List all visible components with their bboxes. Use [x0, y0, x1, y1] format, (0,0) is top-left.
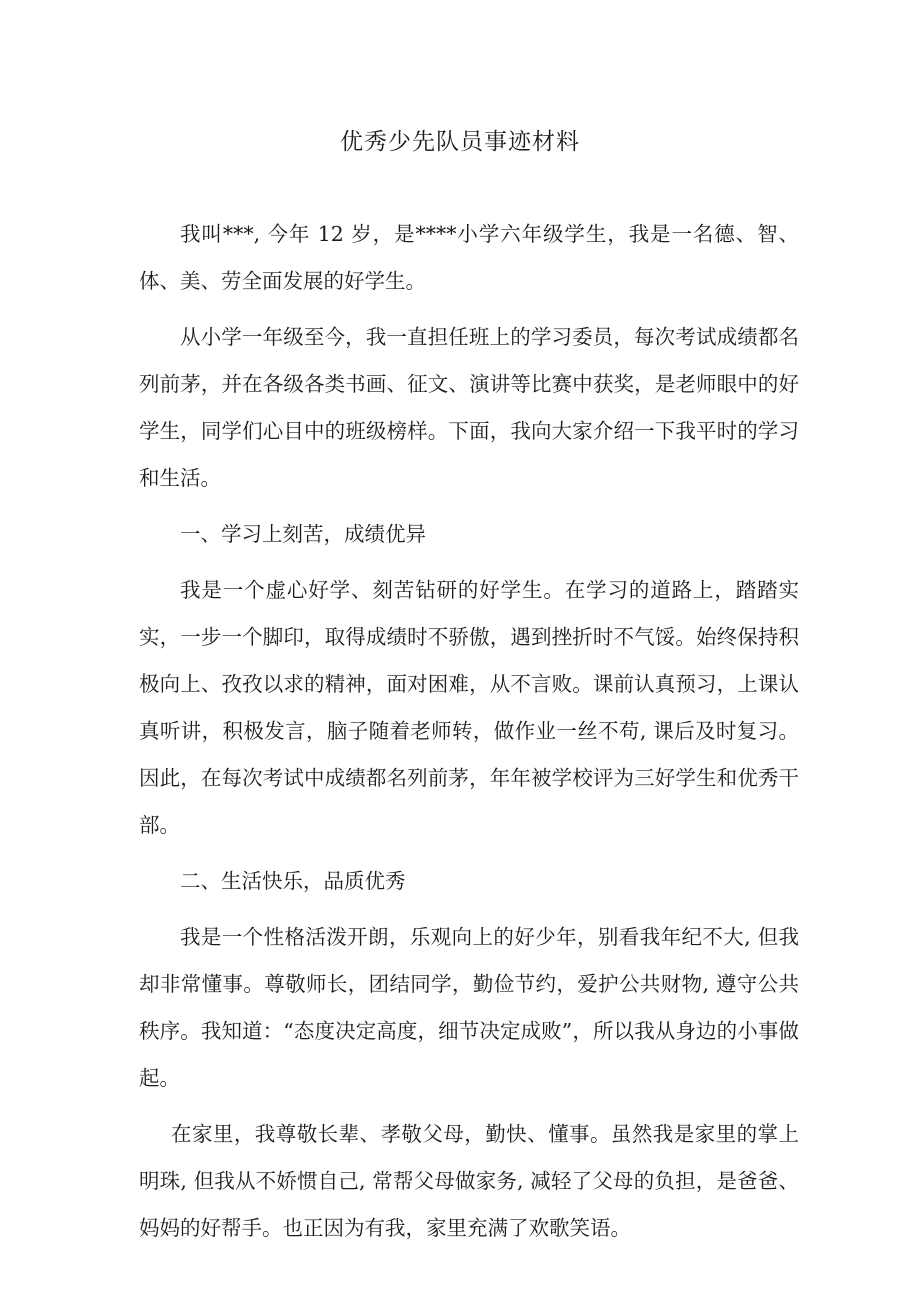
paragraph-life: 我是一个性格活泼开朗，乐观向上的好少年，别看我年纪不大, 但我却非常懂事。尊敬师长，团结同学，勤俭节约，爱护公共财物, 遵守公共秩序。我知道：“态度决定高度，细节决定成败”，所以我从身边的小事做起。	[139, 925, 799, 1090]
section-heading-study: 一、学习上刻苦，成绩优异	[180, 522, 426, 546]
document-title: 优秀少先队员事迹材料	[340, 129, 580, 155]
section-heading-life: 二、生活快乐，品质优秀	[180, 869, 406, 893]
document-body	[139, 211, 799, 1261]
paragraph-home: 在家里，我尊敬长辈、孝敬父母，勤快、懂事。虽然我是家里的掌上明珠, 但我从不娇惯自己, 常帮父母做家务, 减轻了父母的负担，是爸爸、妈妈的好帮手。也正因为有我，家里充满了欢歌笑语。	[139, 1122, 799, 1240]
paragraph-intro: 我叫***, 今年 12 岁，是****小学六年级学生，我是一名德、智、体、美、劳全面发展的好学生。	[139, 222, 799, 293]
paragraph-study: 我是一个虚心好学、刻苦钻研的好学生。在学习的道路上，踏踏实实，一步一个脚印，取得成绩时不骄傲，遇到挫折时不气馁。始终保持积极向上、孜孜以求的精神，面对困难，从不言败。课前认真预习，上课认真听讲，积极发言，脑子随着老师转，做作业一丝不苟, 课后及时复习。因此，在每次考试中成绩都名列前茅，年年被学校评为三好学生和优秀干部。	[139, 578, 799, 837]
paragraph-overview: 从小学一年级至今，我一直担任班上的学习委员，每次考试成绩都名列前茅，并在各级各类书画、征文、演讲等比赛中获奖，是老师眼中的好学生，同学们心目中的班级榜样。下面，我向大家介绍一下我平时的学习和生活。	[139, 325, 799, 490]
